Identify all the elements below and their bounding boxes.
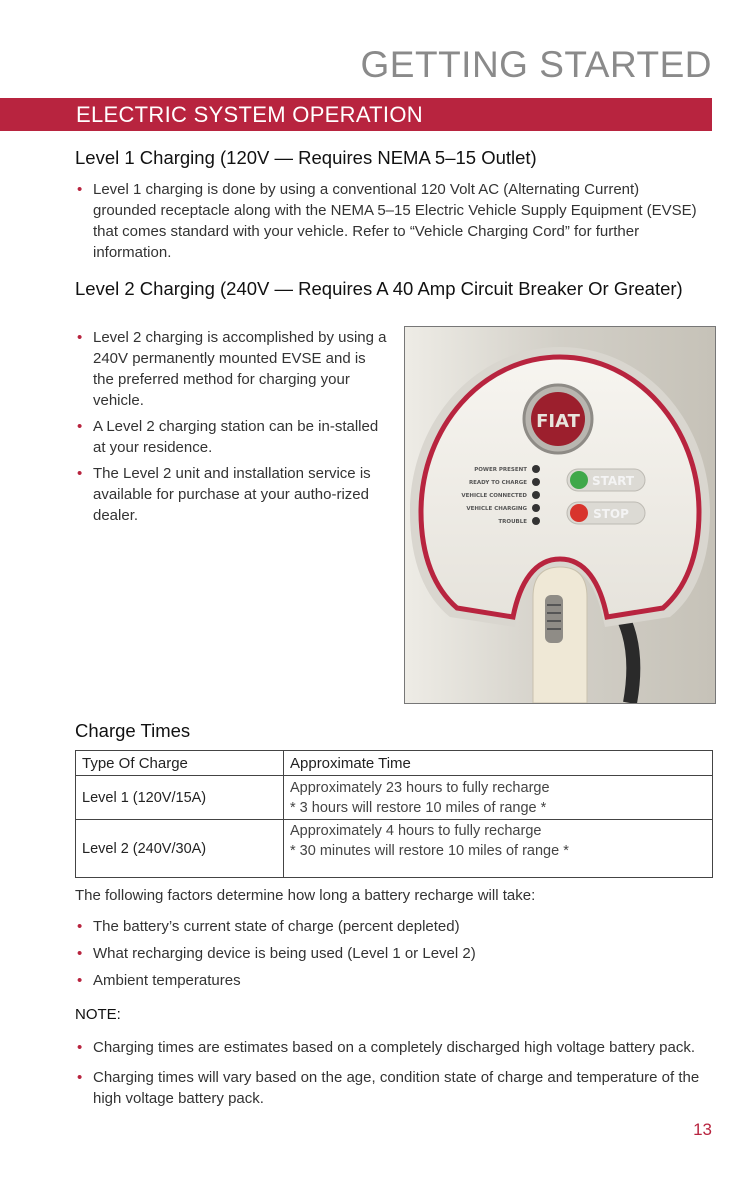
indicator-label: VEHICLE CONNECTED: [461, 493, 527, 499]
charge-time-cell: Approximately 23 hours to fully recharge * 3 hours will restore 10 miles of range *: [284, 776, 713, 820]
svg-text:STOP: STOP: [593, 507, 629, 521]
factors-list: [75, 916, 700, 997]
charge-time-cell: Approximately 4 hours to fully recharge * 30 minutes will restore 10 miles of range *: [284, 820, 713, 878]
indicator-label: POWER PRESENT: [474, 467, 527, 473]
indicator-label: TROUBLE: [498, 519, 527, 525]
bullet-icon: •: [77, 972, 83, 989]
indicator-label: READY TO CHARGE: [468, 480, 527, 486]
indicator-led-icon: [532, 517, 540, 525]
charge-type-cell: Level 2 (240V/30A): [76, 820, 284, 878]
list-item: • The battery’s current state of charge (percent depleted): [77, 918, 460, 935]
indicator-led-icon: [532, 465, 540, 473]
svg-text:START: START: [591, 474, 635, 488]
fiat-logo: [524, 385, 592, 453]
bullet-icon: •: [77, 945, 83, 962]
table-row: [76, 820, 713, 878]
section-banner: [0, 98, 712, 131]
list-item: • The Level 2 unit and installation service is available for purchase at your autho-rized dealer.: [77, 465, 371, 524]
level1-heading: Level 1 Charging (120V — Requires NEMA 5–15 Outlet): [75, 147, 537, 168]
level1-list: [75, 179, 700, 268]
list-item: • Level 1 charging is done by using a conventional 120 Volt AC (Alternating Current) grounded receptacle along with the NEMA 5–15 Electric Vehicle Supply Equipment (EVSE) that comes standard with your vehicle. Refer to “Vehicle Charging Cord” for further information.: [77, 181, 697, 261]
charging-station-illustration: [405, 327, 715, 703]
charge-times-table: [75, 750, 713, 878]
table-row: [76, 776, 713, 820]
bullet-icon: •: [77, 918, 83, 935]
svg-text:FIAT: FIAT: [536, 411, 580, 432]
indicator-label: VEHICLE CHARGING: [466, 506, 527, 512]
bullet-icon: •: [77, 181, 83, 198]
list-item: • Charging times will vary based on the age, condition state of charge and temperature of the high voltage battery pack.: [77, 1069, 700, 1107]
start-button[interactable]: [567, 469, 645, 491]
note-list: [75, 1037, 705, 1114]
level2-heading: Level 2 Charging (240V — Requires A 40 Amp Circuit Breaker Or Greater): [75, 278, 683, 299]
list-item: • Ambient temperatures: [77, 972, 241, 989]
list-item: • A Level 2 charging station can be in-stalled at your residence.: [77, 418, 379, 456]
list-item: • What recharging device is being used (Level 1 or Level 2): [77, 945, 476, 962]
note-label: NOTE:: [75, 1006, 121, 1023]
page-number: 13: [693, 1120, 712, 1139]
bullet-icon: •: [77, 465, 83, 482]
indicator-led-icon: [532, 504, 540, 512]
list-item: • Level 2 charging is accomplished by using a 240V permanently mounted EVSE and is the preferred method for charging your vehicle.: [77, 329, 387, 409]
list-item: • Charging times are estimates based on a completely discharged high voltage battery pack.: [77, 1039, 695, 1056]
level2-list: [75, 327, 387, 531]
column-header: Approximate Time: [284, 751, 713, 776]
bullet-icon: •: [77, 1039, 83, 1056]
charging-station-photo: [404, 326, 716, 704]
column-header: Type Of Charge: [76, 751, 284, 776]
stop-button[interactable]: [567, 502, 645, 524]
factors-intro: The following factors determine how long a battery recharge will take:: [75, 887, 536, 904]
bullet-icon: •: [77, 329, 83, 346]
table-header-row: [76, 751, 713, 776]
bullet-icon: •: [77, 1069, 83, 1086]
charge-times-heading: Charge Times: [75, 720, 191, 741]
bullet-icon: •: [77, 418, 83, 435]
indicator-led-icon: [532, 491, 540, 499]
section-title: ELECTRIC SYSTEM OPERATION: [76, 102, 423, 127]
charge-type-cell: Level 1 (120V/15A): [76, 776, 284, 820]
indicator-led-icon: [532, 478, 540, 486]
page-title: GETTING STARTED: [360, 44, 712, 85]
